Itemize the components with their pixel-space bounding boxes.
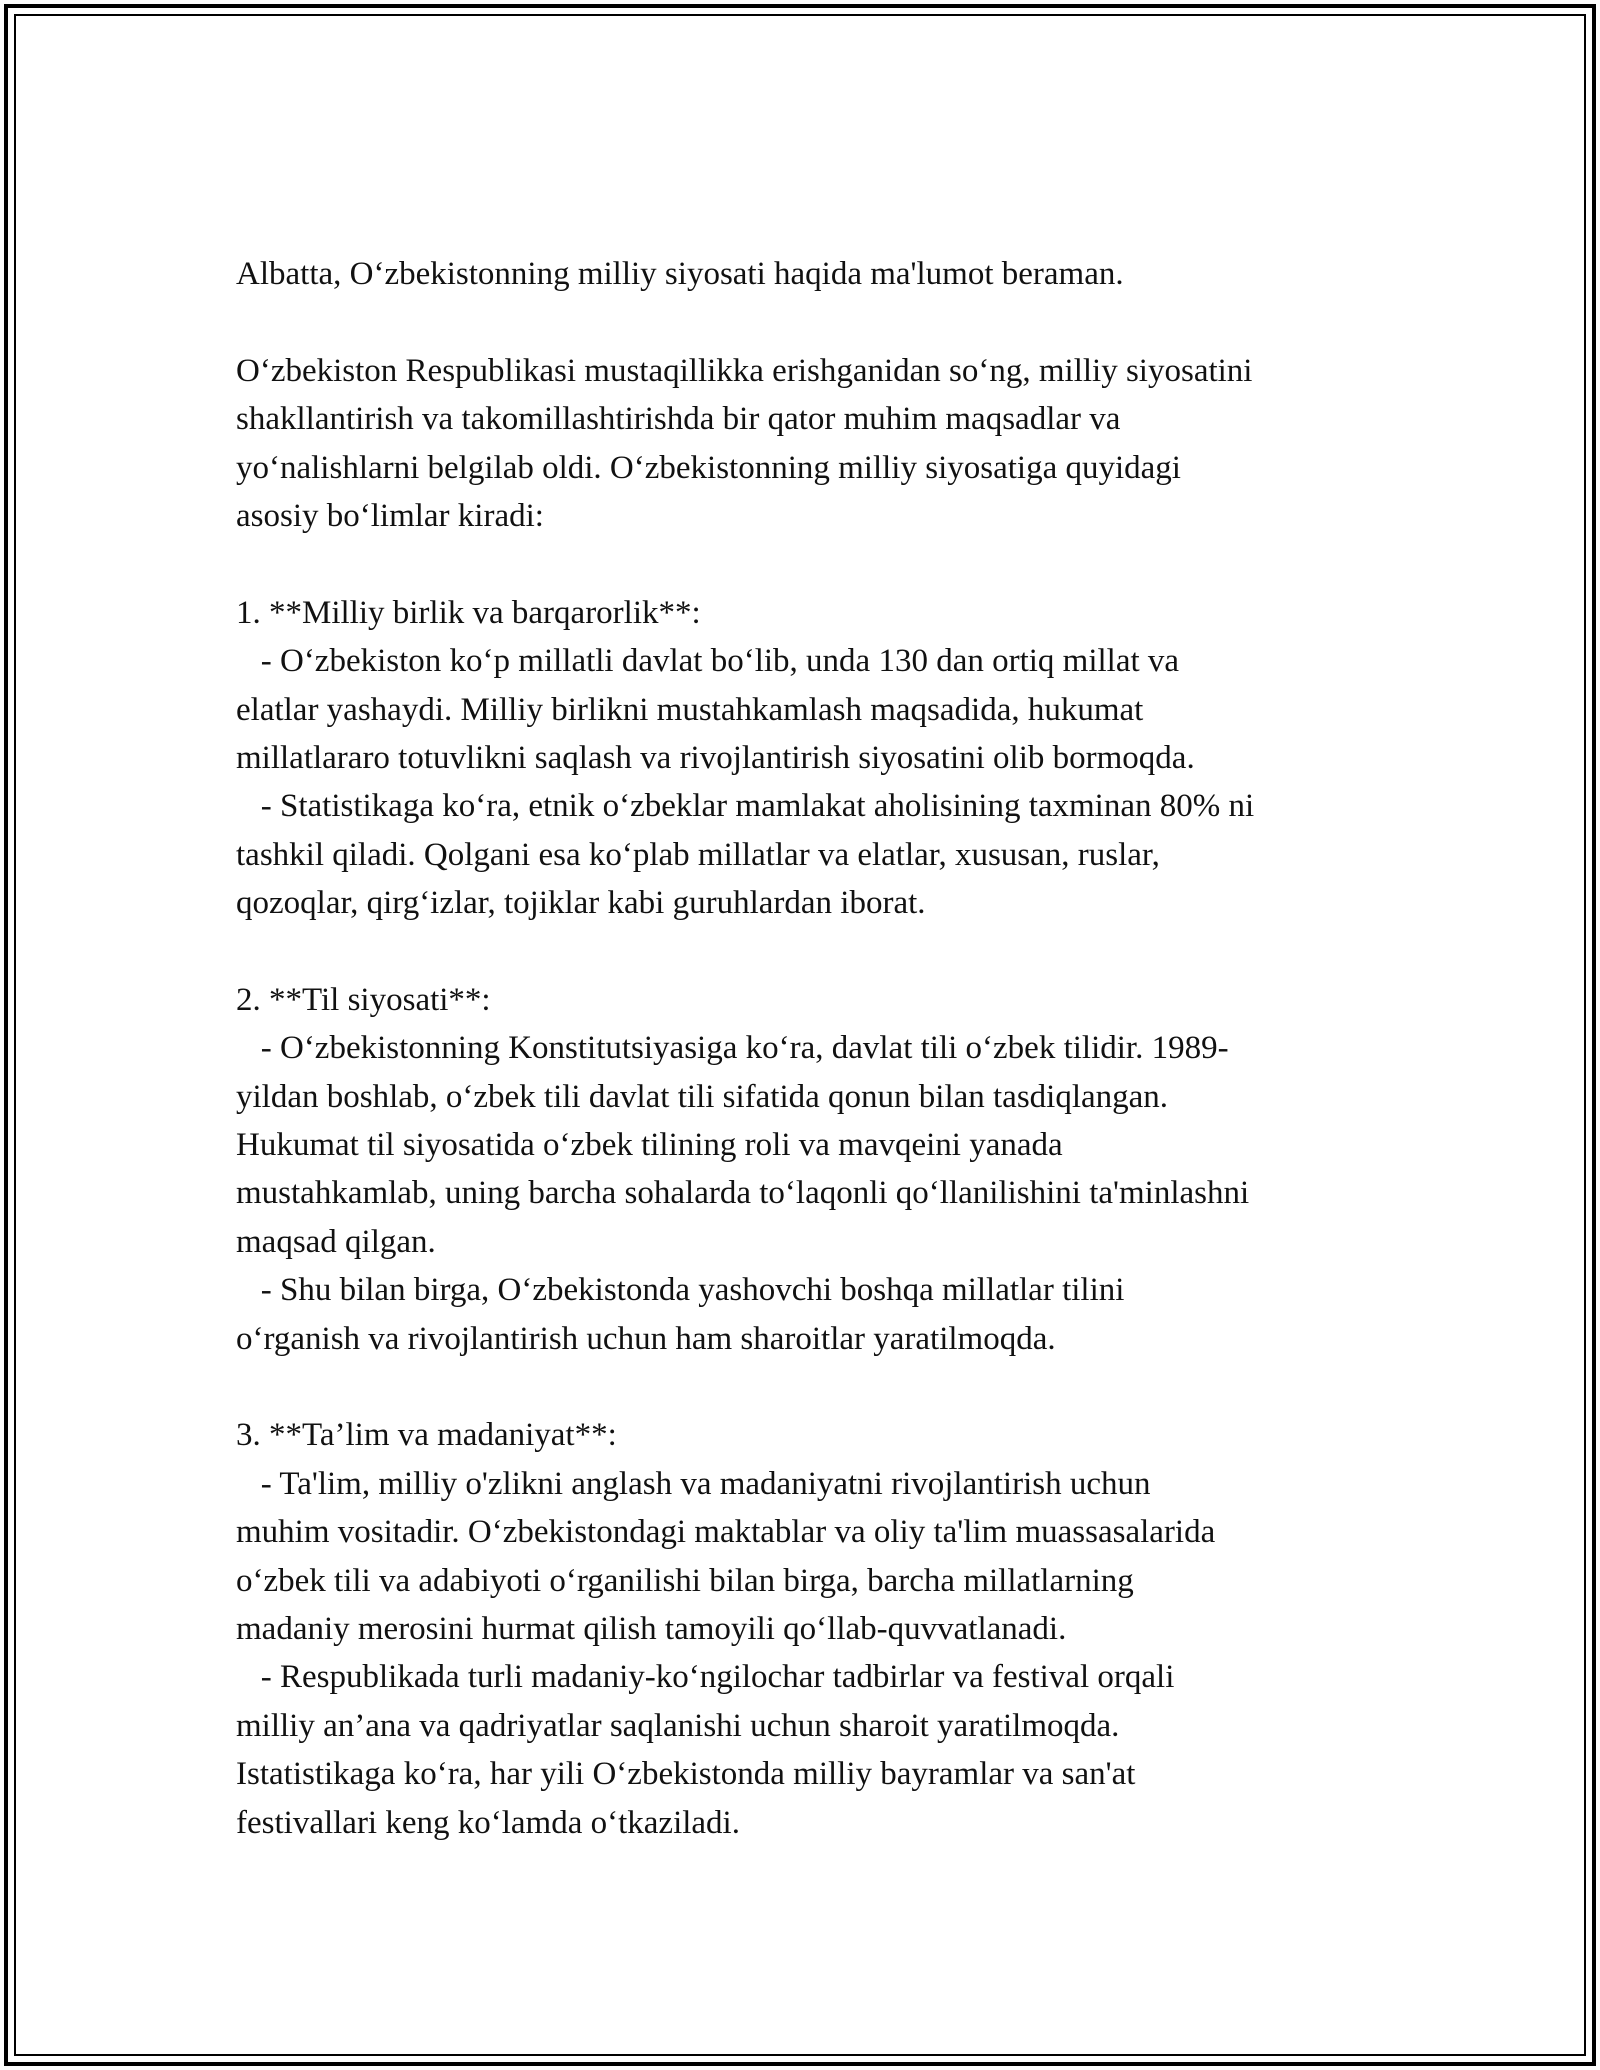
section-line: o‘zbek tili va adabiyoti o‘rganilishi bilan birga, barcha millatlarning bbox=[236, 1562, 1134, 1599]
section-line: o‘rganish va rivojlantirish uchun ham sharoitlar yaratilmoqda. bbox=[236, 1320, 1056, 1357]
overview-line: O‘zbekiston Respublikasi mustaqillikka erishganidan so‘ng, milliy siyosatini bbox=[236, 352, 1253, 389]
section-line: muhim vositadir. O‘zbekistondagi maktablar va oliy ta'lim muassasalarida bbox=[236, 1514, 1216, 1551]
document-body bbox=[236, 250, 1396, 1847]
blank-line bbox=[236, 540, 1396, 588]
section-line: - Statistikaga ko‘ra, etnik o‘zbeklar mamlakat aholisining taxminan 80% ni bbox=[236, 788, 1255, 825]
blank-line bbox=[236, 1363, 1396, 1411]
overview-paragraph bbox=[236, 347, 1396, 541]
overview-line: yo‘nalishlarni belgilab oldi. O‘zbekistonning milliy siyosatiga quyidagi bbox=[236, 449, 1181, 486]
section-line: - Shu bilan birga, O‘zbekistonda yashovchi boshqa millatlar tilini bbox=[236, 1272, 1125, 1309]
overview-line: asosiy bo‘limlar kiradi: bbox=[236, 497, 544, 534]
section-line: madaniy merosini hurmat qilish tamoyili qo‘llab-quvvatlanadi. bbox=[236, 1610, 1067, 1647]
section-line: tashkil qiladi. Qolgani esa ko‘plab millatlar va elatlar, xususan, ruslar, bbox=[236, 836, 1160, 873]
section-education-culture bbox=[236, 1411, 1396, 1847]
section-language-policy bbox=[236, 976, 1396, 1363]
section-national-unity bbox=[236, 589, 1396, 928]
section-line: milliy an’ana va qadriyatlar saqlanishi uchun sharoit yaratilmoqda. bbox=[236, 1707, 1120, 1744]
section-line: maqsad qilgan. bbox=[236, 1223, 436, 1260]
section-line: millatlararo totuvlikni saqlash va rivojlantirish siyosatini olib bormoqda. bbox=[236, 739, 1195, 776]
overview-line: shakllantirish va takomillashtirishda bir qator muhim maqsadlar va bbox=[236, 401, 1121, 438]
section-line: qozoqlar, qirg‘izlar, tojiklar kabi guruhlardan iborat. bbox=[236, 885, 926, 922]
section-line: festivallari keng ko‘lamda o‘tkaziladi. bbox=[236, 1804, 740, 1841]
section-line: Hukumat til siyosatida o‘zbek tilining roli va mavqeini yanada bbox=[236, 1127, 1063, 1164]
section-line: - O‘zbekistonning Konstitutsiyasiga ko‘ra, davlat tili o‘zbek tilidir. 1989- bbox=[236, 1030, 1229, 1067]
intro-line: Albatta, O‘zbekistonning milliy siyosati haqida ma'lumot beraman. bbox=[236, 256, 1124, 292]
blank-line bbox=[236, 927, 1396, 975]
section-heading: 2. **Til siyosati**: bbox=[236, 981, 491, 1018]
section-line: Istatistikaga ko‘ra, har yili O‘zbekistonda milliy bayramlar va san'at bbox=[236, 1756, 1136, 1793]
section-line: mustahkamlab, uning barcha sohalarda to‘laqonli qo‘llanilishini ta'minlashni bbox=[236, 1175, 1250, 1212]
section-line: - O‘zbekiston ko‘p millatli davlat bo‘lib, unda 130 dan ortiq millat va bbox=[236, 643, 1180, 680]
section-heading: 1. **Milliy birlik va barqarorlik**: bbox=[236, 594, 701, 631]
section-line: - Ta'lim, milliy o'zlikni anglash va madaniyatni rivojlantirish uchun bbox=[236, 1465, 1151, 1502]
section-line: yildan boshlab, o‘zbek tili davlat tili sifatida qonun bilan tasdiqlangan. bbox=[236, 1078, 1169, 1115]
section-line: elatlar yashaydi. Milliy birlikni mustahkamlash maqsadida, hukumat bbox=[236, 691, 1144, 728]
blank-line bbox=[236, 298, 1396, 346]
section-heading: 3. **Ta’lim va madaniyat**: bbox=[236, 1417, 617, 1454]
section-line: - Respublikada turli madaniy-ko‘ngilochar tadbirlar va festival orqali bbox=[236, 1659, 1175, 1696]
